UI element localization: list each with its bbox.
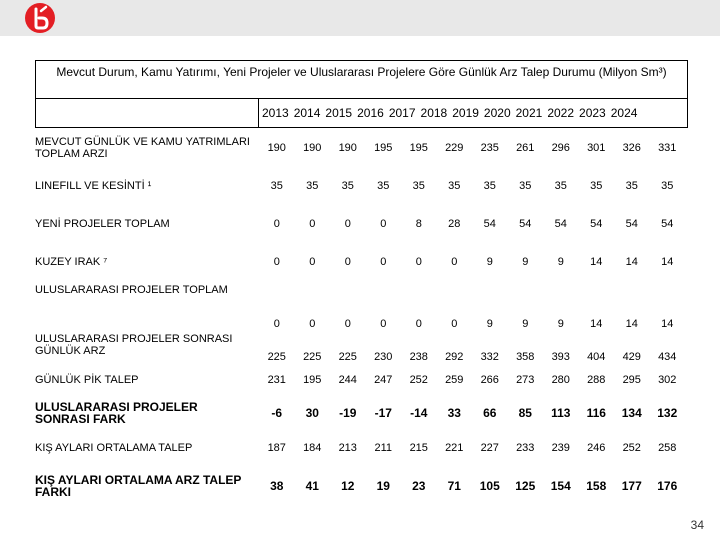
- value-cell: 244: [338, 374, 357, 386]
- value-cell: 54: [483, 218, 496, 230]
- value-cell: 238: [409, 351, 428, 363]
- value-cell: 211: [374, 442, 393, 454]
- value-cell: 8: [415, 218, 422, 230]
- row-label: KIŞ AYLARI ORTALAMA ARZ TALEP FARKI: [35, 473, 242, 499]
- value-cell: 14: [590, 256, 603, 268]
- value-cell: 233: [516, 442, 535, 454]
- value-cell: 258: [658, 442, 677, 454]
- value-cell: 125: [515, 479, 536, 493]
- value-cell: 28: [448, 218, 461, 230]
- bilgi-logo-icon: [25, 3, 55, 33]
- value-cell: 246: [587, 442, 606, 454]
- value-cell: 231: [267, 374, 286, 386]
- year-header: 2016: [357, 106, 384, 120]
- value-cell: 195: [409, 142, 428, 154]
- value-cell: 9: [522, 256, 529, 268]
- value-cell: 184: [303, 442, 322, 454]
- value-cell: 429: [622, 351, 641, 363]
- row-label: ULUSLARARASI PROJELER TOPLAM: [35, 284, 228, 296]
- value-cell: 0: [451, 256, 458, 268]
- year-header: 2022: [547, 106, 575, 120]
- table-row: [35, 205, 685, 243]
- value-cell: -19: [339, 406, 357, 420]
- year-header: 2015: [325, 106, 353, 120]
- value-cell: 158: [586, 479, 607, 493]
- value-cell: 0: [380, 218, 387, 230]
- value-cell: 14: [625, 318, 638, 330]
- value-cell: 0: [273, 256, 280, 268]
- value-cell: 66: [483, 406, 497, 420]
- row-label: YENİ PROJELER TOPLAM: [35, 218, 170, 230]
- value-cell: 0: [415, 256, 422, 268]
- value-cell: 14: [661, 318, 674, 330]
- value-cell: 177: [621, 479, 642, 493]
- value-cell: 239: [551, 442, 570, 454]
- year-header: 2024: [610, 106, 638, 120]
- table-row: [35, 367, 685, 393]
- value-cell: 215: [409, 442, 428, 454]
- value-cell: 221: [445, 442, 464, 454]
- year-headers: [262, 106, 642, 120]
- value-cell: 252: [409, 374, 428, 386]
- value-cell: 292: [445, 351, 464, 363]
- value-cell: 116: [586, 406, 606, 420]
- value-cell: 261: [516, 142, 535, 154]
- value-cell: 195: [303, 374, 322, 386]
- value-cell: 0: [309, 318, 316, 330]
- value-cell: 0: [380, 318, 387, 330]
- value-cell: 0: [344, 218, 351, 230]
- value-cell: 225: [303, 351, 322, 363]
- table-row: [35, 393, 685, 433]
- value-cell: 35: [306, 180, 319, 192]
- value-cell: 23: [412, 479, 426, 493]
- value-cell: -14: [410, 406, 428, 420]
- value-cell: 252: [622, 442, 641, 454]
- value-cell: 301: [587, 142, 606, 154]
- year-header-row: [35, 98, 688, 128]
- data-table: [35, 129, 685, 509]
- value-cell: 229: [445, 142, 464, 154]
- table-row: [35, 333, 685, 367]
- value-cell: 404: [587, 351, 606, 363]
- value-cell: 332: [480, 351, 499, 363]
- year-header: 2014: [293, 106, 321, 120]
- row-label: KIŞ AYLARI ORTALAMA TALEP: [35, 442, 193, 454]
- value-cell: 30: [305, 406, 319, 420]
- row-label: ULUSLARARASI PROJELER SONRASI FARK: [35, 400, 198, 426]
- value-cell: 225: [338, 351, 357, 363]
- value-cell: 190: [267, 142, 286, 154]
- value-cell: 0: [309, 218, 316, 230]
- value-cell: 35: [590, 180, 603, 192]
- row-label: MEVCUT GÜNLÜK VE KAMU YATRIMLARI TOPLAM ARZI: [35, 136, 250, 160]
- value-cell: 190: [338, 142, 357, 154]
- row-label: LINEFILL VE KESİNTİ ¹: [35, 180, 152, 192]
- table-row: [35, 433, 685, 463]
- value-cell: 176: [657, 479, 678, 493]
- value-cell: 35: [341, 180, 354, 192]
- top-bar: [0, 0, 720, 36]
- value-cell: 9: [522, 318, 529, 330]
- value-cell: 0: [273, 318, 280, 330]
- value-cell: 273: [516, 374, 535, 386]
- value-cell: 9: [557, 318, 564, 330]
- value-cell: 235: [480, 142, 499, 154]
- value-cell: 33: [447, 406, 461, 420]
- value-cell: 227: [480, 442, 499, 454]
- year-header: 2023: [579, 106, 606, 120]
- value-cell: 54: [519, 218, 532, 230]
- value-cell: 35: [519, 180, 532, 192]
- value-cell: 190: [303, 142, 322, 154]
- value-cell: 393: [551, 351, 570, 363]
- value-cell: 0: [380, 256, 387, 268]
- year-header: 2019: [452, 106, 479, 120]
- value-cell: 326: [622, 142, 641, 154]
- value-cell: 0: [344, 256, 351, 268]
- year-header: 2021: [515, 106, 543, 120]
- table-row: [35, 129, 685, 167]
- value-cell: 0: [451, 318, 458, 330]
- value-cell: 195: [374, 142, 393, 154]
- value-cell: 38: [270, 479, 284, 493]
- value-cell: 35: [661, 180, 674, 192]
- year-header: 2020: [483, 106, 511, 120]
- year-header: 2013: [262, 106, 289, 120]
- value-cell: 35: [412, 180, 425, 192]
- value-cell: 54: [625, 218, 638, 230]
- value-cell: 35: [270, 180, 283, 192]
- value-cell: 134: [621, 406, 642, 420]
- row-label: ULUSLARARASI PROJELER SONRASI GÜNLÜK ARZ: [35, 333, 233, 357]
- value-cell: 225: [267, 351, 286, 363]
- value-cell: 35: [483, 180, 496, 192]
- value-cell: 280: [551, 374, 570, 386]
- value-cell: 54: [661, 218, 674, 230]
- value-cell: 9: [557, 256, 564, 268]
- value-cell: 187: [267, 442, 286, 454]
- value-cell: 54: [554, 218, 567, 230]
- value-cell: 12: [341, 479, 355, 493]
- table-row: [35, 463, 685, 509]
- value-cell: 259: [445, 374, 464, 386]
- page-number: 34: [690, 518, 704, 532]
- value-cell: 113: [551, 406, 571, 420]
- value-cell: 434: [658, 351, 677, 363]
- value-cell: 14: [661, 256, 674, 268]
- value-cell: 9: [486, 318, 493, 330]
- value-cell: 0: [344, 318, 351, 330]
- value-cell: 295: [622, 374, 641, 386]
- table-title: Mevcut Durum, Kamu Yatırımı, Yeni Projeler ve Uluslararası Projelere Göre Günlük Arz Talep Durumu (Milyon Sm³): [35, 60, 688, 98]
- value-cell: 0: [309, 256, 316, 268]
- value-cell: -17: [374, 406, 392, 420]
- table-row: [35, 167, 685, 205]
- year-header: 2018: [420, 106, 448, 120]
- table-row: [35, 281, 685, 333]
- value-cell: 14: [625, 256, 638, 268]
- value-cell: 154: [550, 479, 571, 493]
- value-cell: 266: [480, 374, 499, 386]
- value-cell: 302: [658, 374, 677, 386]
- value-cell: 85: [518, 406, 532, 420]
- value-cell: 0: [273, 218, 280, 230]
- value-cell: 35: [625, 180, 638, 192]
- value-cell: 71: [447, 479, 461, 493]
- value-cell: 35: [448, 180, 461, 192]
- value-cell: 54: [590, 218, 603, 230]
- value-cell: 132: [657, 406, 678, 420]
- value-cell: -6: [271, 406, 283, 420]
- value-cell: 35: [554, 180, 567, 192]
- value-cell: 14: [590, 318, 603, 330]
- value-cell: 0: [415, 318, 422, 330]
- header-label-cell: [36, 99, 259, 127]
- value-cell: 19: [376, 479, 390, 493]
- value-cell: 105: [479, 479, 500, 493]
- value-cell: 213: [338, 442, 357, 454]
- value-cell: 358: [516, 351, 535, 363]
- value-cell: 230: [374, 351, 393, 363]
- row-label: KUZEY IRAK ⁷: [35, 256, 108, 268]
- value-cell: 288: [587, 374, 606, 386]
- year-header: 2017: [388, 106, 416, 120]
- value-cell: 35: [377, 180, 390, 192]
- value-cell: 247: [374, 374, 393, 386]
- row-label: GÜNLÜK PİK TALEP: [35, 374, 139, 386]
- value-cell: 296: [551, 142, 570, 154]
- value-cell: 9: [486, 256, 493, 268]
- value-cell: 41: [305, 479, 319, 493]
- value-cell: 331: [658, 142, 677, 154]
- table-row: [35, 243, 685, 281]
